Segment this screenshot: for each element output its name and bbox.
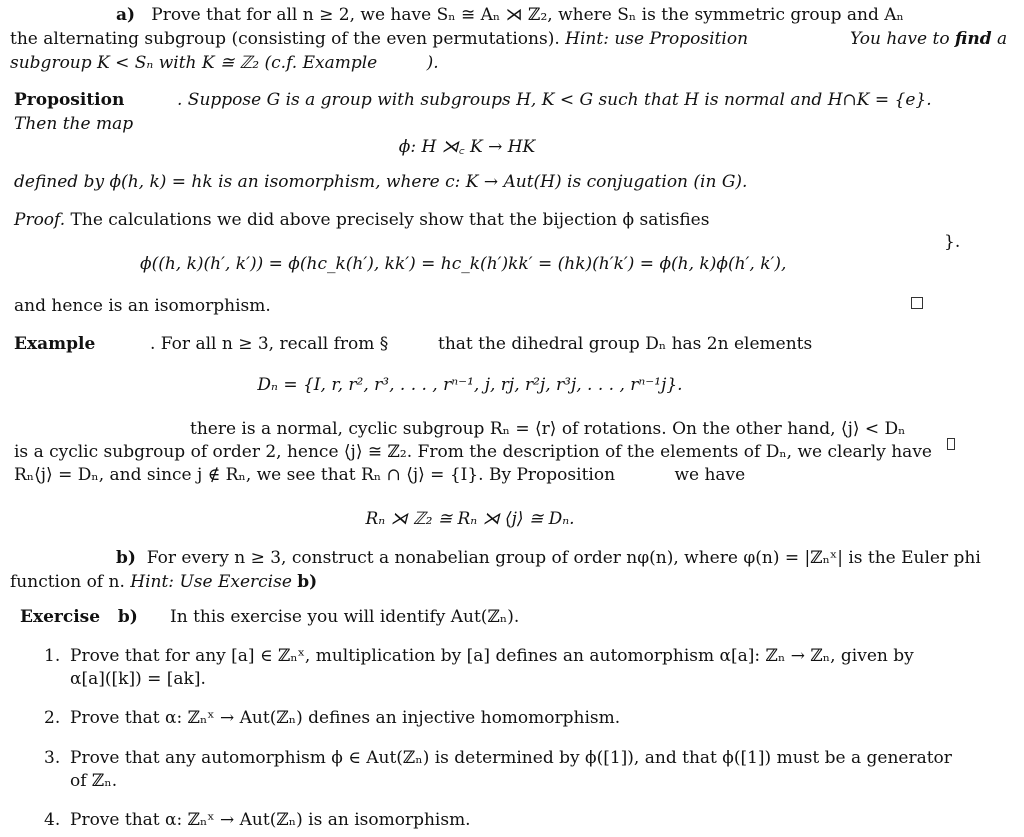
part-a-right-pre: You have to	[850, 29, 955, 49]
proposition-defined: defined by ϕ(h, k) = hk is an isomorphism, where c: K → Aut(H) is conjugation (in G).	[14, 172, 748, 192]
example-p2: is a cyclic subgroup of order 2, hence ⟨j⟩ ≅ ℤ₂. From the description of the elements of Dₙ, we clearly have	[14, 442, 932, 462]
item-4-line1: Prove that α: ℤₙˣ → Aut(ℤₙ) is an isomorphism.	[70, 810, 471, 830]
example-p3-end: we have	[674, 465, 746, 485]
item-1-num: 1.	[44, 646, 61, 666]
example-label: Example	[14, 334, 96, 354]
part-a-hint: Hint: use Proposition	[565, 29, 749, 49]
part-a-label: a)	[116, 5, 136, 25]
example-intro: . For all n ≥ 3, recall from §	[150, 334, 389, 354]
item-3-line1: Prove that any automorphism ϕ ∈ Aut(ℤₙ) is determined by ϕ([1]), and that ϕ([1]) must be a generator	[70, 748, 952, 768]
item-3-num: 3.	[44, 748, 61, 768]
proof-conclusion: and hence is an isomorphism.	[14, 296, 271, 316]
part-b-text1: For every n ≥ 3, construct a nonabelian group of order nφ(n), where φ(n) = |ℤₙˣ| is the Euler phi	[146, 548, 981, 568]
exercise-item-2	[44, 707, 620, 729]
exercise-label-text: Exercise	[20, 607, 101, 627]
part-b-hint: Hint: Use Exercise	[130, 572, 292, 592]
item-3-line2: of ℤₙ.	[70, 771, 118, 791]
proof-text: The calculations we did above precisely show that the bijection ϕ satisfies	[70, 210, 710, 230]
exercise-item-4	[44, 809, 471, 831]
part-a-right-bold: find	[954, 29, 992, 49]
item-2-line1: Prove that α: ℤₙˣ → Aut(ℤₙ) defines an injective homomorphism.	[70, 708, 621, 728]
part-b-line2	[10, 571, 317, 593]
part-b-text2: function of n.	[10, 572, 125, 592]
item-1-line1: Prove that for any [a] ∈ ℤₙˣ, multiplication by [a] defines an automorphism α[a]: ℤₙ → ℤₙ, given by	[70, 646, 914, 666]
part-a-text1: Prove that for all n ≥ 2, we have Sₙ ≅ Aₙ ⋊ ℤ₂, where Sₙ is the symmetric group and Aₙ	[151, 5, 904, 25]
part-b-hint-ref: b)	[297, 572, 318, 592]
qed-square	[911, 297, 923, 309]
exercise-item-3	[44, 747, 952, 769]
part-a-right-post: a	[991, 29, 1008, 49]
part-a-line1	[116, 4, 904, 26]
item-1-line2: α[a]([k]) = [ak].	[70, 669, 206, 689]
proposition-then: Then the map	[14, 114, 134, 134]
item-2-num: 2.	[44, 708, 61, 728]
proof-brace: }.	[944, 232, 961, 252]
example-result: Rₙ ⋊ ℤ₂ ≅ Rₙ ⋊ ⟨j⟩ ≅ Dₙ.	[365, 509, 575, 529]
proof-label: Proof.	[14, 210, 66, 230]
proposition-label: Proposition	[14, 90, 125, 110]
qed-square-2	[947, 438, 955, 450]
part-a-text3-end: ).	[426, 53, 439, 73]
proof-equation: ϕ((h, k)(h′, k′)) = ϕ(hc_k(h′), kk′) = hc_k(h′)kk′ = (hk)(h′k′) = ϕ(h, k)ϕ(h′, k′),	[140, 254, 787, 274]
example-p3	[14, 464, 745, 486]
proposition-map: ϕ: H ⋊꜀ K → HK	[398, 137, 536, 157]
part-a-text2: the alternating subgroup (consisting of the even permutations).	[10, 29, 560, 49]
exercise-intro: In this exercise you will identify Aut(ℤₙ).	[170, 607, 520, 627]
part-b-label: b)	[116, 548, 136, 568]
exercise-label	[20, 606, 138, 628]
example-intro2: that the dihedral group Dₙ has 2n elements	[438, 334, 813, 354]
example-p3-text: Rₙ⟨j⟩ = Dₙ, and since j ∉ Rₙ, we see that Rₙ ∩ ⟨j⟩ = {I}. By Proposition	[14, 465, 616, 485]
exercise-item-1	[44, 645, 914, 667]
example-p1: there is a normal, cyclic subgroup Rₙ = ⟨r⟩ of rotations. On the other hand, ⟨j⟩ < Dₙ	[190, 419, 906, 439]
example-set: Dₙ = {I, r, r², r³, . . . , rⁿ⁻¹, j, rj, r²j, r³j, . . . , rⁿ⁻¹j}.	[257, 375, 683, 395]
part-a-text3: subgroup K < Sₙ with K ≅ ℤ₂ (c.f. Example	[10, 53, 378, 73]
part-a-line2-right	[850, 28, 1007, 50]
part-a-line3	[10, 52, 439, 74]
proposition-statement: . Suppose G is a group with subgroups H, K < G such that H is normal and H∩K = {e}.	[177, 90, 932, 110]
part-a-line2	[10, 28, 748, 50]
item-4-num: 4.	[44, 810, 61, 830]
part-b-line1	[116, 547, 981, 569]
exercise-label-ref: b)	[117, 607, 138, 627]
proof-line1	[14, 209, 709, 231]
